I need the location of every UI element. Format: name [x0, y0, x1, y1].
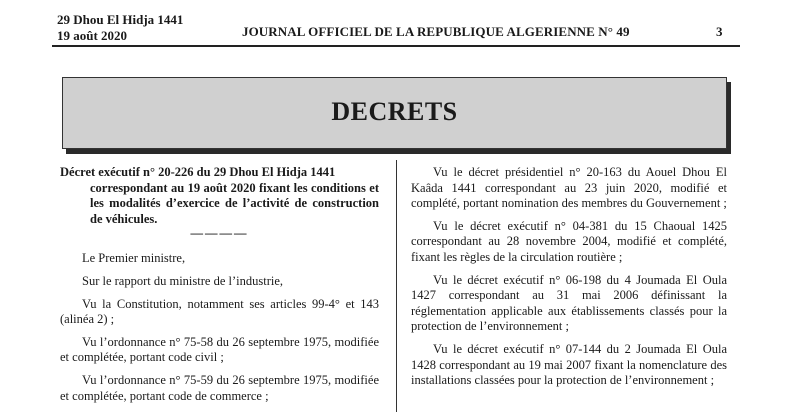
banner-title: DECRETS [331, 97, 458, 126]
paragraph: Sur le rapport du ministre de l’industrie, [82, 273, 284, 288]
decree-title-rest: correspondant au 19 août 2020 fixant les conditions et les modalités d’exercice de l’activité de construction de véhicules. [90, 180, 379, 226]
paragraph: Vu l’ordonnance n° 75-59 du 26 septembre 1975, modifiée et complétée, portant code de commerce ; [60, 372, 379, 403]
column-divider [396, 160, 397, 412]
header-rule [52, 45, 740, 47]
paragraph: Vu l’ordonnance n° 75-58 du 26 septembre 1975, modifiée et complétée, portant code civil ; [60, 334, 379, 365]
journal-title: JOURNAL OFFICIEL DE LA REPUBLIQUE ALGERIENNE N° 49 [242, 24, 630, 39]
page-number: 3 [716, 24, 723, 39]
decree-title [60, 165, 379, 227]
header-date [57, 12, 183, 44]
left-column [60, 165, 379, 411]
paragraph: Vu le décret exécutif n° 04-381 du 15 Chaoual 1425 correspondant au 28 novembre 2004, modifié et complété, fixant les règles de la circulation routière ; [411, 218, 727, 264]
header-date-hijri: 29 Dhou El Hidja 1441 [57, 12, 184, 27]
paragraph: Vu le décret exécutif n° 07-144 du 2 Joumada El Oula 1428 correspondant au 19 mai 2007 fixant la nomenclature des installations classées pour la protection de l’environnement ; [411, 341, 727, 388]
paragraph: Vu le décret exécutif n° 06-198 du 4 Joumada El Oula 1427 correspondant au 31 mai 2006 définissant la réglementation applicable aux établissements classés pour la protection de l’environnement ; [411, 272, 727, 334]
decrets-banner [62, 77, 727, 149]
right-column [411, 165, 727, 396]
paragraph: Vu le décret présidentiel n° 20-163 du Aouel Dhou El Kaâda 1441 correspondant au 23 juin 2020, modifié et complété, portant nomination des membres du Gouvernement ; [411, 165, 727, 211]
paragraph: Le Premier ministre, [82, 251, 186, 266]
title-separator: ———— [190, 226, 249, 241]
decree-title-line1: Décret exécutif n° 20-226 du 29 Dhou El Hidja 1441 [60, 165, 336, 179]
paragraph: Vu la Constitution, notamment ses articles 99-4° et 143 (alinéa 2) ; [60, 296, 379, 327]
header-date-gregorian: 19 août 2020 [57, 28, 128, 43]
